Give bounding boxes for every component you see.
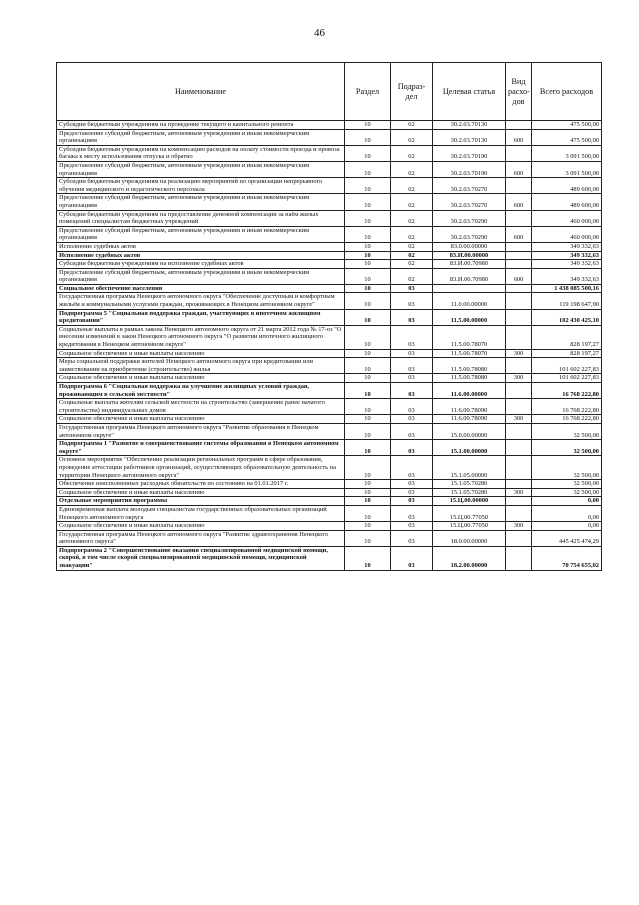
table-row (57, 121, 602, 130)
cell-razdel: 10 (345, 480, 391, 489)
cell-podrazdel: 03 (391, 325, 433, 349)
table-row (57, 546, 602, 570)
cell-sum: 32 500,00 (532, 423, 602, 439)
cell-sum: 475 500,00 (532, 121, 602, 130)
cell-razdel: 10 (345, 456, 391, 480)
cell-razdel: 10 (345, 129, 391, 145)
cell-name: Субсидии бюджетным учреждениям на исполнение судебных актов (57, 260, 345, 269)
cell-razdel: 10 (345, 497, 391, 506)
cell-sum: 16 768 222,80 (532, 383, 602, 399)
cell-name: Единовременная выплата молодым специалистам государственных образовательных организаций Ненецкого автономного округа (57, 505, 345, 521)
cell-statya: 15.1.05.70280 (433, 488, 506, 497)
cell-razdel: 10 (345, 530, 391, 546)
cell-vid (506, 210, 532, 226)
cell-name: Исполнение судебных актов (57, 242, 345, 251)
cell-name: Государственная программа Ненецкого автономного округа "Развитие образования в Ненецком автономном округе" (57, 423, 345, 439)
cell-podrazdel: 03 (391, 309, 433, 325)
cell-statya: 83.0.00.00000 (433, 242, 506, 251)
cell-statya: 11.5.00.78080 (433, 358, 506, 374)
cell-name: Подпрограмма 2 "Совершенствование оказания специализированной медицинской помощи, скорой, в том числе скорой специализированной медицинской помощи, медицинской эвакуации" (57, 546, 345, 570)
cell-statya: 83.И.00.70980 (433, 268, 506, 284)
cell-razdel: 10 (345, 522, 391, 531)
cell-razdel: 10 (345, 325, 391, 349)
cell-podrazdel: 03 (391, 358, 433, 374)
cell-podrazdel: 02 (391, 260, 433, 269)
cell-sum: 32 500,00 (532, 440, 602, 456)
cell-razdel: 10 (345, 349, 391, 358)
cell-name: Предоставление субсидий бюджетным, автономным учреждениям и иным некоммерческим организациям (57, 194, 345, 210)
cell-vid: 300 (506, 522, 532, 531)
cell-statya: 15.Ц.00.77050 (433, 505, 506, 521)
table-row (57, 145, 602, 161)
table-row (57, 530, 602, 546)
cell-name: Субсидии бюджетным учреждениям на компенсацию расходов на оплату стоимости проезда и провоза багажа к месту использования отпуска и обратно (57, 145, 345, 161)
cell-vid (506, 293, 532, 309)
cell-razdel: 10 (345, 251, 391, 260)
cell-statya: 11.5.00.00000 (433, 309, 506, 325)
cell-vid: 300 (506, 488, 532, 497)
cell-statya: 11.5.00.78070 (433, 349, 506, 358)
cell-razdel: 10 (345, 242, 391, 251)
cell-razdel: 10 (345, 161, 391, 177)
cell-podrazdel: 03 (391, 440, 433, 456)
cell-sum: 32 500,00 (532, 480, 602, 489)
cell-statya: 30.2.03.70290 (433, 226, 506, 242)
cell-podrazdel: 02 (391, 161, 433, 177)
table-row (57, 210, 602, 226)
cell-podrazdel: 02 (391, 251, 433, 260)
table-row (57, 226, 602, 242)
cell-vid (506, 423, 532, 439)
table-row (57, 358, 602, 374)
cell-sum: 16 768 222,80 (532, 415, 602, 424)
cell-vid (506, 383, 532, 399)
cell-sum: 349 332,63 (532, 268, 602, 284)
cell-statya: 83.И.00.70980 (433, 260, 506, 269)
cell-podrazdel: 03 (391, 456, 433, 480)
cell-name: Субсидии бюджетным учреждениям на предоставление денежной компенсации за наём жилых помещений специалистам бюджетных учреждений (57, 210, 345, 226)
table-row (57, 399, 602, 415)
cell-name: Социальное обеспечение и иные выплаты населению (57, 522, 345, 531)
table-header-row (57, 63, 602, 121)
table-row (57, 383, 602, 399)
cell-vid (506, 530, 532, 546)
budget-table (56, 62, 602, 571)
cell-sum: 32 500,00 (532, 456, 602, 480)
cell-vid (506, 145, 532, 161)
cell-vid (506, 456, 532, 480)
cell-podrazdel: 03 (391, 374, 433, 383)
cell-name: Подпрограмма 1 "Развитие и совершенствование системы образования в Ненецком автономном округе" (57, 440, 345, 456)
cell-sum: 349 332,63 (532, 251, 602, 260)
header-sum: Всего расходов (532, 63, 602, 121)
cell-statya: 30.2.03.70190 (433, 161, 506, 177)
table-row (57, 178, 602, 194)
cell-name: Социальное обеспечение и иные выплаты населению (57, 349, 345, 358)
cell-sum: 489 600,00 (532, 194, 602, 210)
cell-razdel: 10 (345, 440, 391, 456)
table-body (57, 121, 602, 571)
table-row (57, 423, 602, 439)
cell-sum: 101 602 227,83 (532, 358, 602, 374)
cell-podrazdel: 03 (391, 488, 433, 497)
cell-name: Предоставление субсидий бюджетным, автономным учреждениям и иным некоммерческим организациям (57, 129, 345, 145)
table-row (57, 309, 602, 325)
cell-name: Подпрограмма 5 "Социальная поддержка граждан, участвующих в ипотечном жилищном кредитовании" (57, 309, 345, 325)
cell-name: Исполнение судебных актов (57, 251, 345, 260)
cell-podrazdel: 03 (391, 415, 433, 424)
cell-podrazdel: 02 (391, 194, 433, 210)
table-row (57, 129, 602, 145)
cell-vid: 600 (506, 268, 532, 284)
table-row (57, 194, 602, 210)
cell-statya: 11.6.00.78090 (433, 415, 506, 424)
table-row (57, 522, 602, 531)
cell-sum: 475 500,00 (532, 129, 602, 145)
cell-statya: 18.2.00.00000 (433, 546, 506, 570)
cell-vid (506, 260, 532, 269)
cell-statya (433, 284, 506, 293)
cell-razdel: 10 (345, 374, 391, 383)
cell-sum: 349 332,63 (532, 260, 602, 269)
cell-statya: 15.0.00.00000 (433, 423, 506, 439)
cell-statya: 30.2.03.70190 (433, 145, 506, 161)
cell-statya: 15.1.05.70280 (433, 480, 506, 489)
cell-sum: 3 091 500,00 (532, 161, 602, 177)
cell-name: Подпрограмма 6 "Социальная поддержка на улучшение жилищных условий граждан, проживающим в сельской местности" (57, 383, 345, 399)
cell-name: Субсидии бюджетным учреждениям на реализацию мероприятий по организации непрерывного обучения медицинского и педагогического персонала (57, 178, 345, 194)
cell-vid (506, 399, 532, 415)
cell-podrazdel: 02 (391, 121, 433, 130)
cell-sum: 70 754 655,02 (532, 546, 602, 570)
cell-statya: 30.2.03.70130 (433, 121, 506, 130)
cell-statya: 30.2.03.70270 (433, 194, 506, 210)
cell-name: Социальное обеспечение населения (57, 284, 345, 293)
cell-razdel: 10 (345, 546, 391, 570)
cell-sum: 460 000,00 (532, 210, 602, 226)
table-row (57, 293, 602, 309)
cell-podrazdel: 02 (391, 268, 433, 284)
cell-statya: 11.5.00.78080 (433, 374, 506, 383)
cell-statya: 15.Ц.00.00000 (433, 497, 506, 506)
cell-razdel: 10 (345, 145, 391, 161)
cell-vid (506, 309, 532, 325)
table-row (57, 374, 602, 383)
cell-razdel: 10 (345, 505, 391, 521)
cell-podrazdel: 03 (391, 293, 433, 309)
cell-sum: 0,00 (532, 505, 602, 521)
cell-podrazdel: 03 (391, 284, 433, 293)
cell-name: Социальное обеспечение и иные выплаты населению (57, 415, 345, 424)
table-row (57, 349, 602, 358)
cell-sum: 0,00 (532, 522, 602, 531)
cell-vid (506, 178, 532, 194)
cell-name: Социальное обеспечение и иные выплаты населению (57, 374, 345, 383)
cell-name: Субсидии бюджетным учреждениям на проведение текущего и капитального ремонта (57, 121, 345, 130)
cell-podrazdel: 03 (391, 349, 433, 358)
cell-vid (506, 546, 532, 570)
cell-podrazdel: 02 (391, 178, 433, 194)
cell-name: Предоставление субсидий бюджетным, автономным учреждениям и иным некоммерческим организациям (57, 268, 345, 284)
cell-podrazdel: 03 (391, 546, 433, 570)
cell-podrazdel: 03 (391, 505, 433, 521)
cell-statya: 11.0.00.00000 (433, 293, 506, 309)
cell-podrazdel: 02 (391, 226, 433, 242)
header-vid: Вид расхо-дов (506, 63, 532, 121)
cell-podrazdel: 02 (391, 129, 433, 145)
cell-razdel: 10 (345, 194, 391, 210)
cell-statya: 83.И.00.00000 (433, 251, 506, 260)
cell-name: Отдельные мероприятия программы (57, 497, 345, 506)
table-row (57, 251, 602, 260)
cell-vid (506, 284, 532, 293)
cell-name: Обеспечение неисполненных расходных обязательств по состоянию на 01.01.2017 г. (57, 480, 345, 489)
cell-vid (506, 325, 532, 349)
cell-vid (506, 440, 532, 456)
cell-name: Предоставление субсидий бюджетным, автономным учреждениям и иным некоммерческим организациям (57, 161, 345, 177)
cell-vid: 600 (506, 194, 532, 210)
cell-razdel: 10 (345, 121, 391, 130)
table-row (57, 284, 602, 293)
cell-statya: 15.1.00.00000 (433, 440, 506, 456)
cell-sum: 3 091 500,00 (532, 145, 602, 161)
cell-vid: 300 (506, 415, 532, 424)
table-row (57, 505, 602, 521)
cell-statya: 15.1.05.00000 (433, 456, 506, 480)
cell-vid: 300 (506, 349, 532, 358)
cell-statya: 30.2.03.70270 (433, 178, 506, 194)
table-row (57, 415, 602, 424)
cell-sum: 460 000,00 (532, 226, 602, 242)
header-podrazdel: Подраз-дел (391, 63, 433, 121)
cell-vid: 300 (506, 374, 532, 383)
cell-vid (506, 480, 532, 489)
cell-razdel: 10 (345, 226, 391, 242)
cell-razdel: 10 (345, 210, 391, 226)
cell-sum: 32 500,00 (532, 488, 602, 497)
table-row (57, 497, 602, 506)
header-razdel: Раздел (345, 63, 391, 121)
cell-name: Предоставление субсидий бюджетным, автономным учреждениям и иным некоммерческим организациям (57, 226, 345, 242)
cell-sum: 445 425 474,29 (532, 530, 602, 546)
table-row (57, 480, 602, 489)
cell-sum: 1 438 085 500,16 (532, 284, 602, 293)
cell-podrazdel: 03 (391, 530, 433, 546)
cell-statya: 30.2.03.70290 (433, 210, 506, 226)
cell-sum: 0,00 (532, 497, 602, 506)
cell-razdel: 10 (345, 383, 391, 399)
cell-vid: 600 (506, 129, 532, 145)
cell-statya: 15.Ц.00.77050 (433, 522, 506, 531)
cell-sum: 489 600,00 (532, 178, 602, 194)
cell-statya: 11.6.00.78090 (433, 399, 506, 415)
cell-podrazdel: 03 (391, 383, 433, 399)
header-statya: Целевая статья (433, 63, 506, 121)
cell-vid (506, 358, 532, 374)
table-row (57, 488, 602, 497)
cell-podrazdel: 03 (391, 522, 433, 531)
cell-razdel: 10 (345, 358, 391, 374)
cell-razdel: 10 (345, 284, 391, 293)
cell-razdel: 10 (345, 399, 391, 415)
table-row (57, 456, 602, 480)
cell-statya: 11.5.00.78070 (433, 325, 506, 349)
cell-vid: 600 (506, 226, 532, 242)
cell-sum: 16 768 222,80 (532, 399, 602, 415)
cell-vid (506, 497, 532, 506)
cell-razdel: 10 (345, 268, 391, 284)
cell-vid (506, 121, 532, 130)
cell-razdel: 10 (345, 260, 391, 269)
cell-podrazdel: 03 (391, 497, 433, 506)
cell-sum: 828 197,27 (532, 349, 602, 358)
cell-razdel: 10 (345, 309, 391, 325)
cell-podrazdel: 03 (391, 399, 433, 415)
cell-podrazdel: 02 (391, 210, 433, 226)
cell-razdel: 10 (345, 178, 391, 194)
cell-razdel: 10 (345, 423, 391, 439)
cell-podrazdel: 02 (391, 242, 433, 251)
cell-razdel: 10 (345, 293, 391, 309)
cell-statya: 30.2.03.70130 (433, 129, 506, 145)
cell-vid (506, 505, 532, 521)
cell-name: Основное мероприятие "Обеспечение реализации региональных программ в сфере образования, проведение аттестации работников организаций, осуществляющих образовательную деятельность на территории Ненецкого автономного округа" (57, 456, 345, 480)
cell-name: Государственная программа Ненецкого автономного округа "Обеспечение доступным и комфортным жильём и коммунальными услугами граждан, проживающих в Ненецком автономном округе" (57, 293, 345, 309)
table-row (57, 268, 602, 284)
cell-sum: 349 332,63 (532, 242, 602, 251)
cell-vid (506, 242, 532, 251)
cell-name: Социальное обеспечение и иные выплаты населению (57, 488, 345, 497)
cell-razdel: 10 (345, 488, 391, 497)
cell-statya: 18.0.00.00000 (433, 530, 506, 546)
cell-podrazdel: 03 (391, 423, 433, 439)
cell-name: Меры социальной поддержки жителей Ненецкого автономного округа при кредитовании или заимствовании на приобретение (строительство) жилья (57, 358, 345, 374)
cell-sum: 101 602 227,83 (532, 374, 602, 383)
cell-podrazdel: 03 (391, 480, 433, 489)
cell-vid: 600 (506, 161, 532, 177)
table-row (57, 242, 602, 251)
cell-razdel: 10 (345, 415, 391, 424)
page-number: 46 (314, 27, 325, 39)
cell-vid (506, 251, 532, 260)
table-row (57, 161, 602, 177)
cell-statya: 11.6.00.00000 (433, 383, 506, 399)
cell-sum: 828 197,27 (532, 325, 602, 349)
cell-sum: 119 198 647,90 (532, 293, 602, 309)
table-row (57, 325, 602, 349)
cell-name: Социальные выплаты в рамках закона Ненецкого автономного округа от 21 марта 2012 года № 17-оз "О внесении изменений в закон Ненецкого автономного округа "О развитии ипотечного жилищного кредитования в Ненецком автономном округе" (57, 325, 345, 349)
cell-name: Государственная программа Ненецкого автономного округа "Развитие здравоохранения Ненецкого автономного округа" (57, 530, 345, 546)
cell-podrazdel: 02 (391, 145, 433, 161)
table-row (57, 440, 602, 456)
header-name: Наименование (57, 63, 345, 121)
cell-name: Социальные выплаты жителям сельской местности на строительство (завершение ранее начатого строительства) индивидуальных домов (57, 399, 345, 415)
cell-sum: 102 430 425,10 (532, 309, 602, 325)
table-row (57, 260, 602, 269)
